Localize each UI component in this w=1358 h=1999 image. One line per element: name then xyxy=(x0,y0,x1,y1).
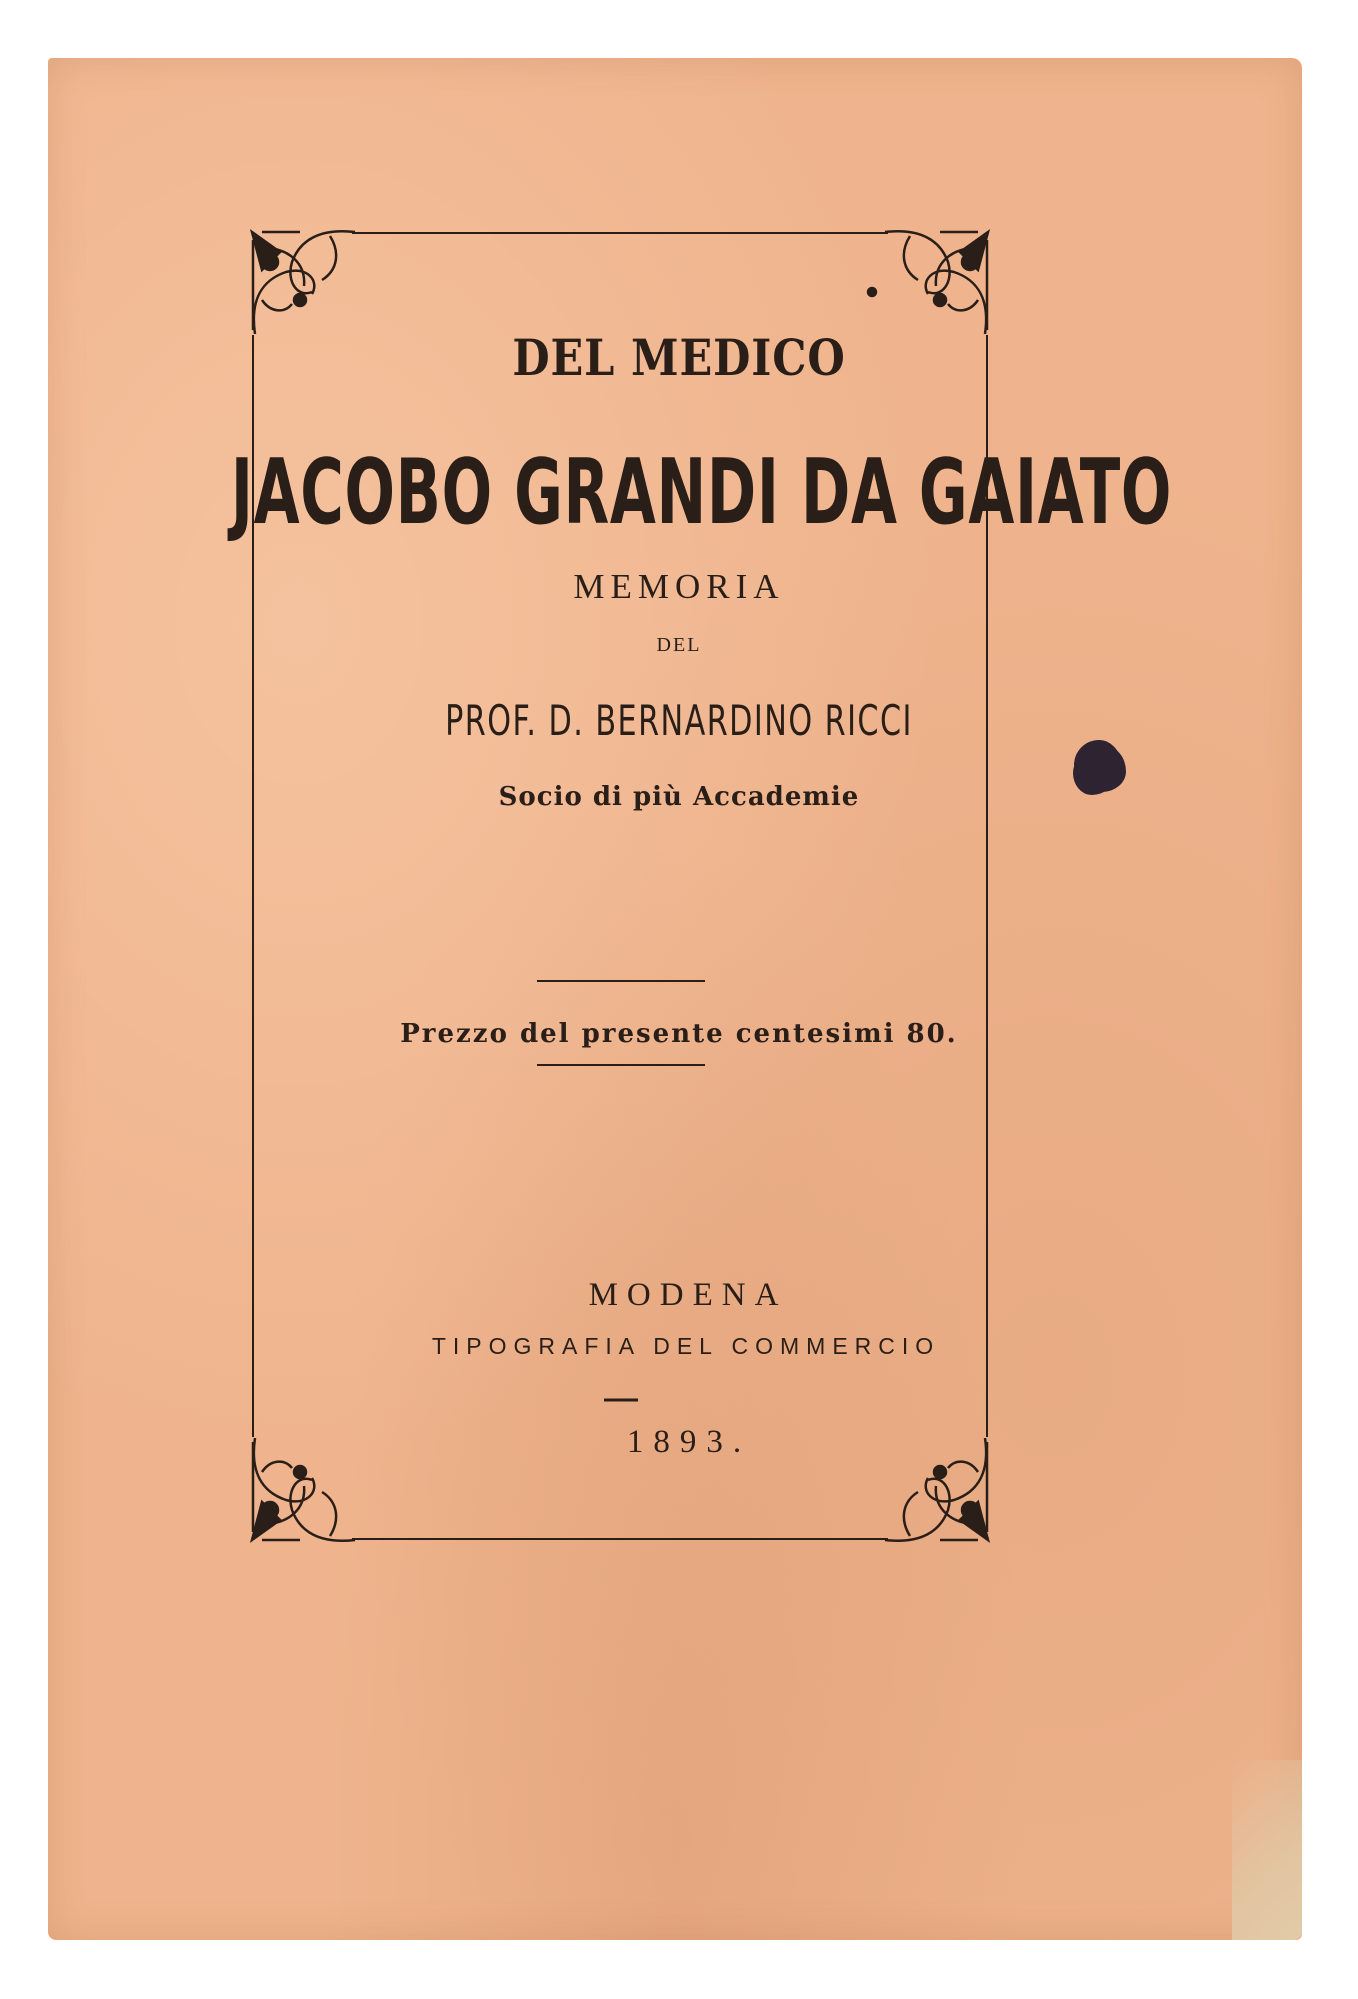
title-line-del-medico: DEL MEDICO xyxy=(512,328,846,387)
corner-ornament-top-right xyxy=(868,231,988,334)
author-affiliation: Socio di più Accademie xyxy=(498,782,860,812)
author-name: PROF. D. BERNARDINO RICCI xyxy=(445,696,913,745)
title-main-name: JACOBO GRANDI DA GAIATO xyxy=(230,440,1173,545)
corner-ornament-top-left xyxy=(252,231,355,334)
publisher-city: MODENA xyxy=(588,1277,788,1313)
publication-year: 1893. xyxy=(626,1424,752,1460)
subtitle-del: DEL xyxy=(656,634,702,656)
publisher-name: TIPOGRAFIA DEL COMMERCIO xyxy=(431,1333,941,1359)
price-text: Prezzo del presente centesimi 80. xyxy=(400,1019,958,1049)
subtitle-memoria: MEMORIA xyxy=(573,567,785,606)
